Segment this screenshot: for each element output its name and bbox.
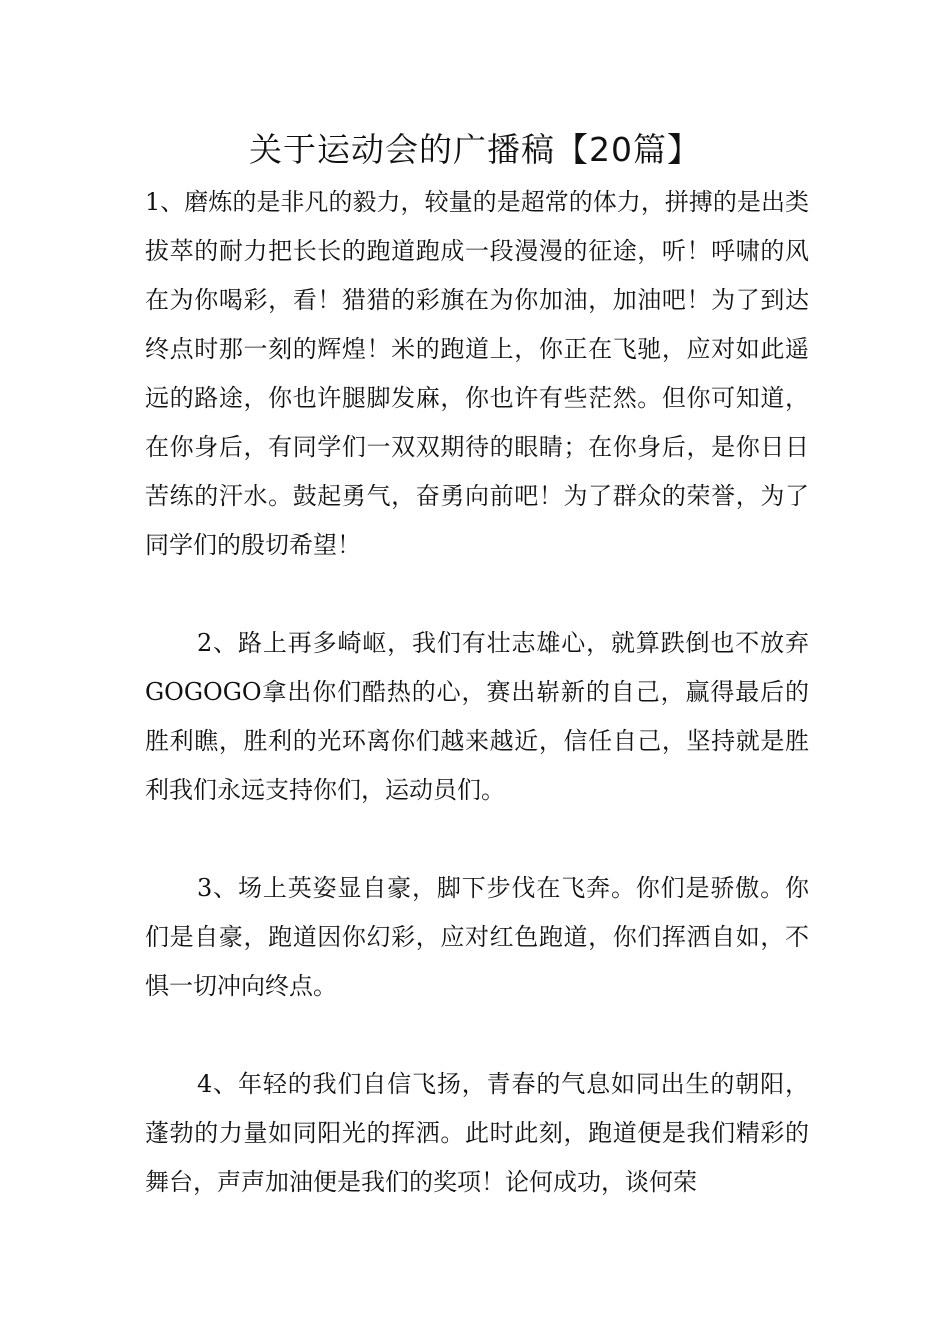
document-title: 关于运动会的广播稿【20篇】 (249, 130, 701, 169)
paragraph-4: 4、年轻的我们自信飞扬，青春的气息如同出生的朝阳，蓬勃的力量如同阳光的挥洒。此时此刻，跑道便是我们精彩的舞台，声声加油便是我们的奖项！论何成功，谈何荣 (145, 1070, 809, 1196)
paragraph-3: 3、场上英姿显自豪，脚下步伐在飞奔。你们是骄傲。你们是自豪，跑道因你幻彩，应对红色跑道，你们挥洒自如，不惧一切冲向终点。 (145, 874, 809, 1000)
paragraph-1: 1、磨炼的是非凡的毅力，较量的是超常的体力，拼搏的是出类拔萃的耐力把长长的跑道跑成一段漫漫的征途，听！呼啸的风在为你喝彩，看！猎猎的彩旗在为你加油，加油吧！为了到达终点时那一刻的辉煌！米的跑道上，你正在飞驰，应对如此遥远的路途，你也许腿脚发麻，你也许有些茫然。但你可知道，在你身后，有同学们一双双期待的眼睛；在你身后，是你日日苦练的汗水。鼓起勇气，奋勇向前吧！为了群众的荣誉，为了同学们的殷切希望！ (145, 188, 809, 559)
paragraph-2: 2、路上再多崎岖，我们有壮志雄心，就算跌倒也不放弃GOGOGO拿出你们酷热的心，赛出崭新的自己，赢得最后的胜利瞧，胜利的光环离你们越来越近，信任自己，坚持就是胜利我们永远支持你们，运动员们。 (145, 629, 809, 804)
document-body (145, 178, 809, 1207)
